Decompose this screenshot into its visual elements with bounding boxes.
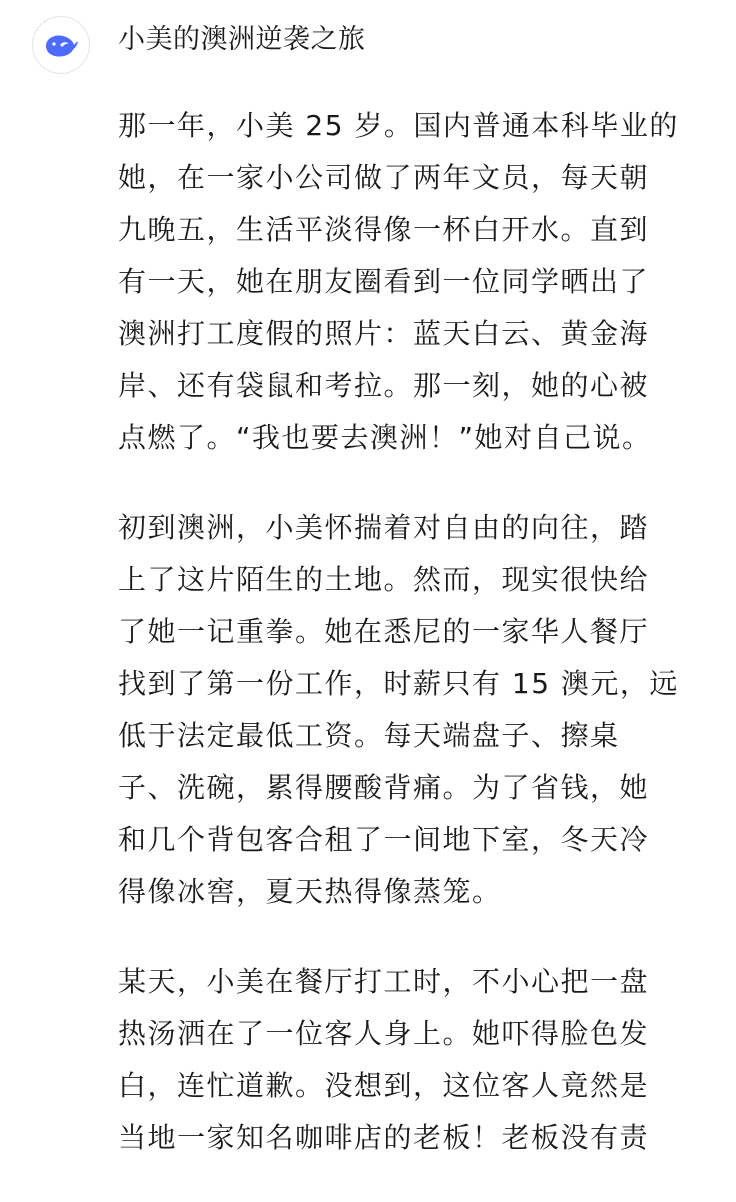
whale-icon	[43, 31, 79, 59]
paragraph-line: 了她一记重拳。她在悉尼的一家华人餐厅	[118, 615, 650, 648]
paragraph-line: 子、洗碗，累得腰酸背痛。为了省钱，她	[118, 771, 650, 804]
assistant-avatar	[32, 16, 90, 74]
paragraph-line: 岸、还有袋鼠和考拉。那一刻，她的心被	[118, 369, 650, 402]
paragraph-line: 那一年，小美 25 岁。国内普通本科毕业的	[118, 109, 679, 142]
paragraph-line: 某天，小美在餐厅打工时，不小心把一盘	[118, 965, 650, 998]
message-paragraph	[118, 956, 708, 1164]
paragraph-line: 当地一家知名咖啡店的老板！老板没有责	[118, 1121, 650, 1154]
message-paragraph	[118, 502, 708, 918]
paragraph-line: 她，在一家小公司做了两年文员，每天朝	[118, 161, 650, 194]
paragraph-line: 有一天，她在朋友圈看到一位同学晒出了	[118, 265, 650, 298]
paragraph-line: 点燃了。“我也要去澳洲！”她对自己说。	[118, 421, 652, 454]
paragraph-line: 低于法定最低工资。每天端盘子、擦桌	[118, 719, 620, 752]
assistant-message	[118, 100, 708, 1202]
paragraph-line: 初到澳洲，小美怀揣着对自由的向往，踏	[118, 511, 650, 544]
paragraph-line: 上了这片陌生的土地。然而，现实很快给	[118, 563, 650, 596]
conversation-title: 小美的澳洲逆袭之旅	[118, 24, 366, 55]
chat-header	[0, 0, 736, 80]
paragraph-line: 白，连忙道歉。没想到，这位客人竟然是	[118, 1069, 650, 1102]
paragraph-line: 和几个背包客合租了一间地下室，冬天冷	[118, 823, 650, 856]
paragraph-line: 热汤洒在了一位客人身上。她吓得脸色发	[118, 1017, 650, 1050]
paragraph-line: 九晚五，生活平淡得像一杯白开水。直到	[118, 213, 650, 246]
paragraph-line: 找到了第一份工作，时薪只有 15 澳元，远	[118, 667, 679, 700]
message-paragraph	[118, 100, 708, 464]
paragraph-line: 澳洲打工度假的照片：蓝天白云、黄金海	[118, 317, 650, 350]
paragraph-line: 得像冰窖，夏天热得像蒸笼。	[118, 875, 502, 908]
